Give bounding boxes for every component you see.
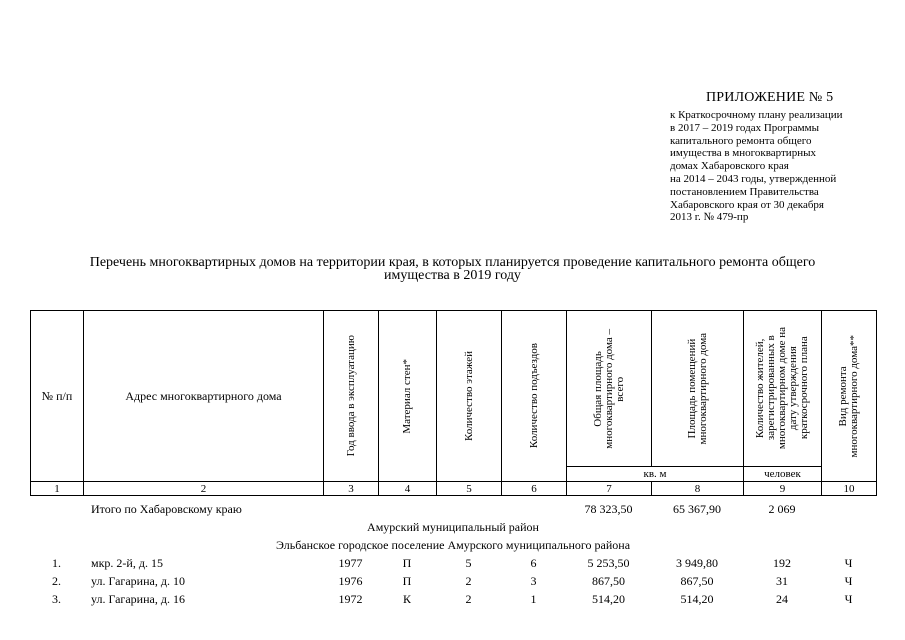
row-material: П: [402, 573, 412, 588]
header-year-text: Год ввода в эксплуатацию: [344, 335, 357, 457]
appendix-text: [670, 109, 878, 224]
row-address: ул. Гагарина, д. 16: [91, 591, 185, 606]
header-floors: [437, 311, 502, 482]
data-table: [30, 500, 876, 608]
header-line: дату утверждения: [787, 346, 799, 431]
header-line: Количество жителей,: [754, 338, 766, 439]
appendix-line: капитального ремонта общего: [670, 134, 812, 147]
column-number-row: [31, 482, 877, 496]
row-address: мкр. 2-й, д. 15: [91, 555, 163, 570]
header-table: [30, 310, 877, 496]
document-title: [40, 256, 865, 282]
appendix-line: домах Хабаровского края: [670, 160, 789, 173]
row-floors: 5: [465, 555, 472, 570]
header-repair-type-text: [838, 335, 860, 457]
header-total-area: [567, 311, 652, 467]
table-row: [30, 554, 876, 572]
column-number: 7: [567, 482, 652, 496]
header-material-text: Материал стен*: [401, 358, 413, 434]
title-line: Перечень многоквартирных домов на территории края, в которых планируется проведение капитального ремонта общего: [89, 255, 816, 270]
row-year: 1977: [338, 555, 363, 570]
row-residents: 31: [776, 573, 789, 588]
row-repair: Ч: [844, 573, 853, 588]
row-residents: 192: [773, 555, 792, 570]
header-residents-text: [755, 327, 810, 449]
appendix-line: 2013 г. № 479-пр: [670, 211, 749, 224]
row-total-area: 514,20: [592, 591, 626, 606]
total-premises-value: 65 367,90: [673, 501, 722, 516]
header-address: Адрес многоквартирного дома: [84, 311, 324, 482]
row-total-area: 5 253,50: [587, 555, 630, 570]
appendix-line: на 2014 – 2043 годы, утвержденной: [670, 172, 837, 185]
row-material: П: [402, 555, 412, 570]
row-total-area: 867,50: [592, 573, 626, 588]
title-line: имущества в 2019 году: [384, 268, 521, 283]
row-premises-area: 514,20: [680, 591, 714, 606]
header-line: многоквартирного дома –: [602, 328, 615, 449]
row-floors: 2: [465, 591, 472, 606]
header-line: зарегистрированных в: [765, 336, 777, 441]
appendix-line: в 2017 – 2019 годах Программы: [670, 121, 819, 134]
header-line: многоквартирного дома**: [848, 334, 860, 458]
district-row: [30, 518, 876, 536]
appendix-line: постановлением Правительства: [670, 185, 819, 198]
row-premises-area: 867,50: [680, 573, 714, 588]
header-line: многоквартирном доме на: [776, 327, 788, 450]
total-residents-value: 2 069: [768, 501, 796, 516]
row-entrances: 3: [530, 573, 537, 588]
appendix-line: к Краткосрочному плану реализации: [670, 109, 843, 121]
header-line: Общая площадь: [591, 350, 604, 427]
row-repair: Ч: [844, 555, 853, 570]
appendix-block: [670, 90, 878, 224]
header-repair-type: [822, 311, 877, 482]
row-num: 1.: [52, 555, 61, 570]
header-entrances-text: Количество подъездов: [527, 343, 540, 449]
header-line: Вид ремонта: [837, 365, 849, 427]
header-premises-area: [652, 311, 744, 467]
column-number: 8: [652, 482, 744, 496]
header-line: многоквартирного дома: [696, 332, 709, 445]
row-entrances: 6: [530, 555, 537, 570]
table-row: [30, 572, 876, 590]
column-number: 5: [437, 482, 502, 496]
column-number: 4: [379, 482, 437, 496]
appendix-title: ПРИЛОЖЕНИЕ № 5: [706, 90, 834, 105]
column-number: 3: [324, 482, 379, 496]
header-line: всего: [613, 376, 626, 401]
header-total-area-text: [593, 329, 626, 449]
total-row: [30, 500, 876, 518]
row-material: К: [402, 591, 411, 606]
appendix-line: Хабаровского края от 30 декабря: [670, 198, 824, 211]
header-year: [324, 311, 379, 482]
settlement-name: Эльбанское городское поселение Амурского муниципального района: [275, 537, 631, 552]
column-number: 9: [744, 482, 822, 496]
row-year: 1972: [338, 591, 363, 606]
header-num: № п/п: [31, 311, 84, 482]
header-entrances: [502, 311, 567, 482]
column-number: 2: [84, 482, 324, 496]
header-residents: [744, 311, 822, 467]
column-number: 1: [31, 482, 84, 496]
header-premises-area-text: [687, 333, 709, 444]
row-residents: 24: [776, 591, 789, 606]
table-row: [30, 590, 876, 608]
row-repair: Ч: [844, 591, 853, 606]
row-year: 1976: [338, 573, 363, 588]
row-floors: 2: [465, 573, 472, 588]
row-entrances: 1: [530, 591, 537, 606]
row-premises-area: 3 949,80: [676, 555, 719, 570]
header-material: [379, 311, 437, 482]
header-line: Площадь помещений: [685, 338, 698, 439]
column-number: 10: [822, 482, 877, 496]
header-unit-area: кв. м: [567, 467, 744, 482]
district-name: Амурский муниципальный район: [367, 519, 539, 534]
total-label: Итого по Хабаровскому краю: [91, 501, 242, 516]
row-num: 2.: [52, 573, 61, 588]
row-num: 3.: [52, 591, 61, 606]
total-area-value: 78 323,50: [584, 501, 633, 516]
appendix-line: имущества в многоквартирных: [670, 147, 816, 160]
column-number: 6: [502, 482, 567, 496]
header-line: краткосрочного плана: [798, 337, 810, 440]
settlement-row: [30, 536, 876, 554]
header-floors-text: Количество этажей: [462, 350, 475, 442]
header-unit-people: человек: [744, 467, 822, 482]
row-address: ул. Гагарина, д. 10: [91, 573, 185, 588]
